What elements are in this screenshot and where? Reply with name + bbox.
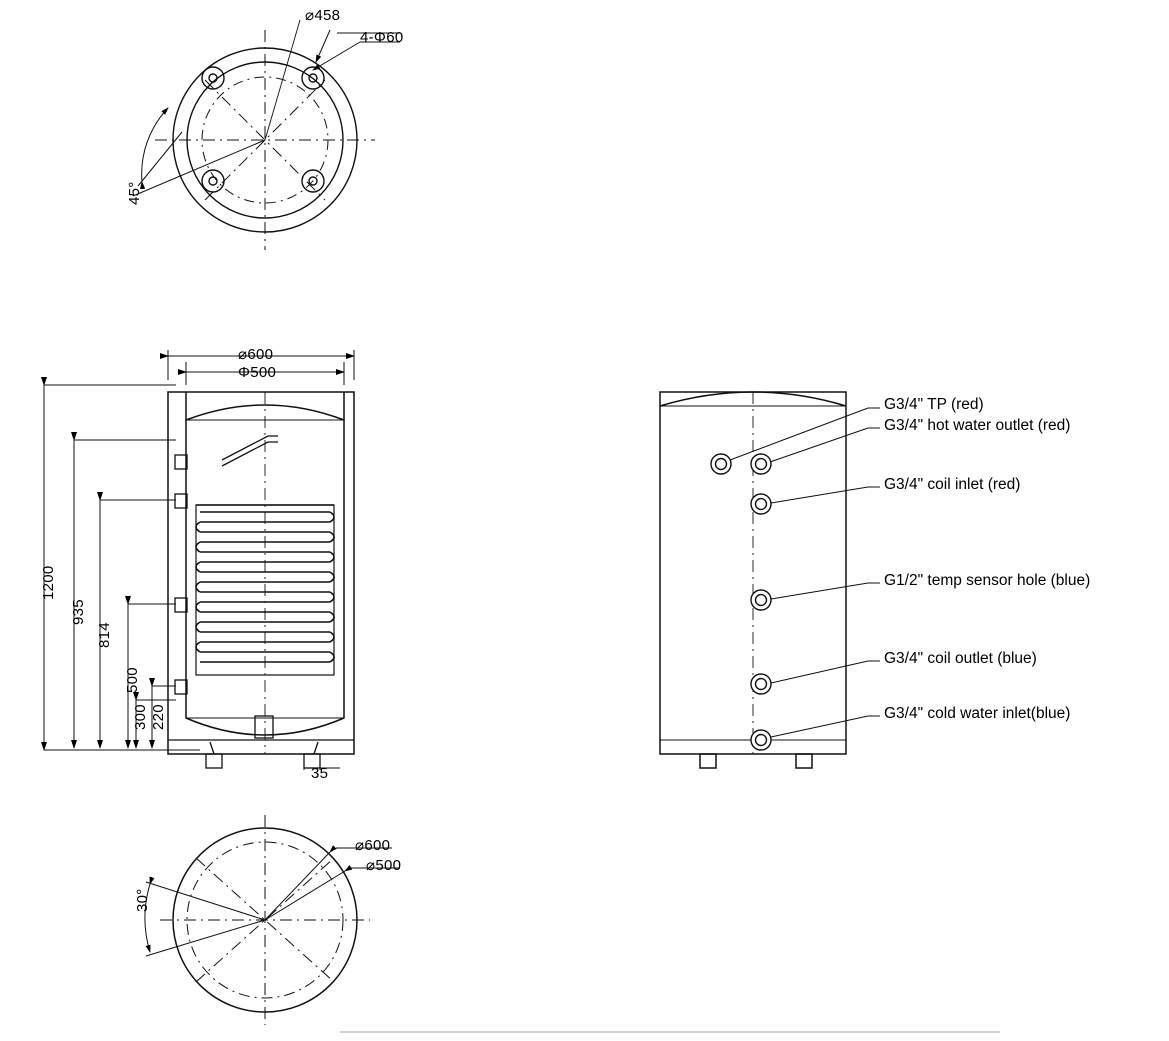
dim-foot-35: 35 [311,765,329,782]
port-label-temp-sensor-hole: G1/2" temp sensor hole (blue) [884,572,1091,589]
front-view-dimensions [44,350,354,770]
dim-angle-45: 45° [126,181,143,205]
dim-bottom-outer-dia: ⌀600 [355,837,391,854]
dim-height-300: 300 [132,704,149,730]
side-port-view [660,392,846,768]
port-label-hot-water-outlet: G3/4" hot water outlet (red) [884,417,1071,434]
dim-holes: 4-Φ60 [360,29,404,46]
port-label-coil-inlet: G3/4" coil inlet (red) [884,476,1021,493]
port-label-coil-outlet: G3/4" coil outlet (blue) [884,650,1037,667]
port-label-tp: G3/4" TP (red) [884,396,984,413]
dim-angle-30: 30° [134,888,151,912]
dim-height-935: 935 [70,599,87,625]
dim-height-1200: 1200 [40,565,57,600]
dim-height-220: 220 [150,704,167,730]
dim-front-inner-dia: Φ500 [238,364,277,381]
dim-front-outer-dia: ⌀600 [238,346,274,363]
port-label-cold-water-inlet: G3/4" cold water inlet(blue) [884,705,1071,722]
dim-height-814: 814 [96,622,113,648]
side-view-ports [711,454,771,750]
dim-bottom-inner-dia: ⌀500 [366,857,402,874]
dim-bolt-circle-dia: ⌀458 [305,7,341,24]
dim-height-500: 500 [124,667,141,693]
